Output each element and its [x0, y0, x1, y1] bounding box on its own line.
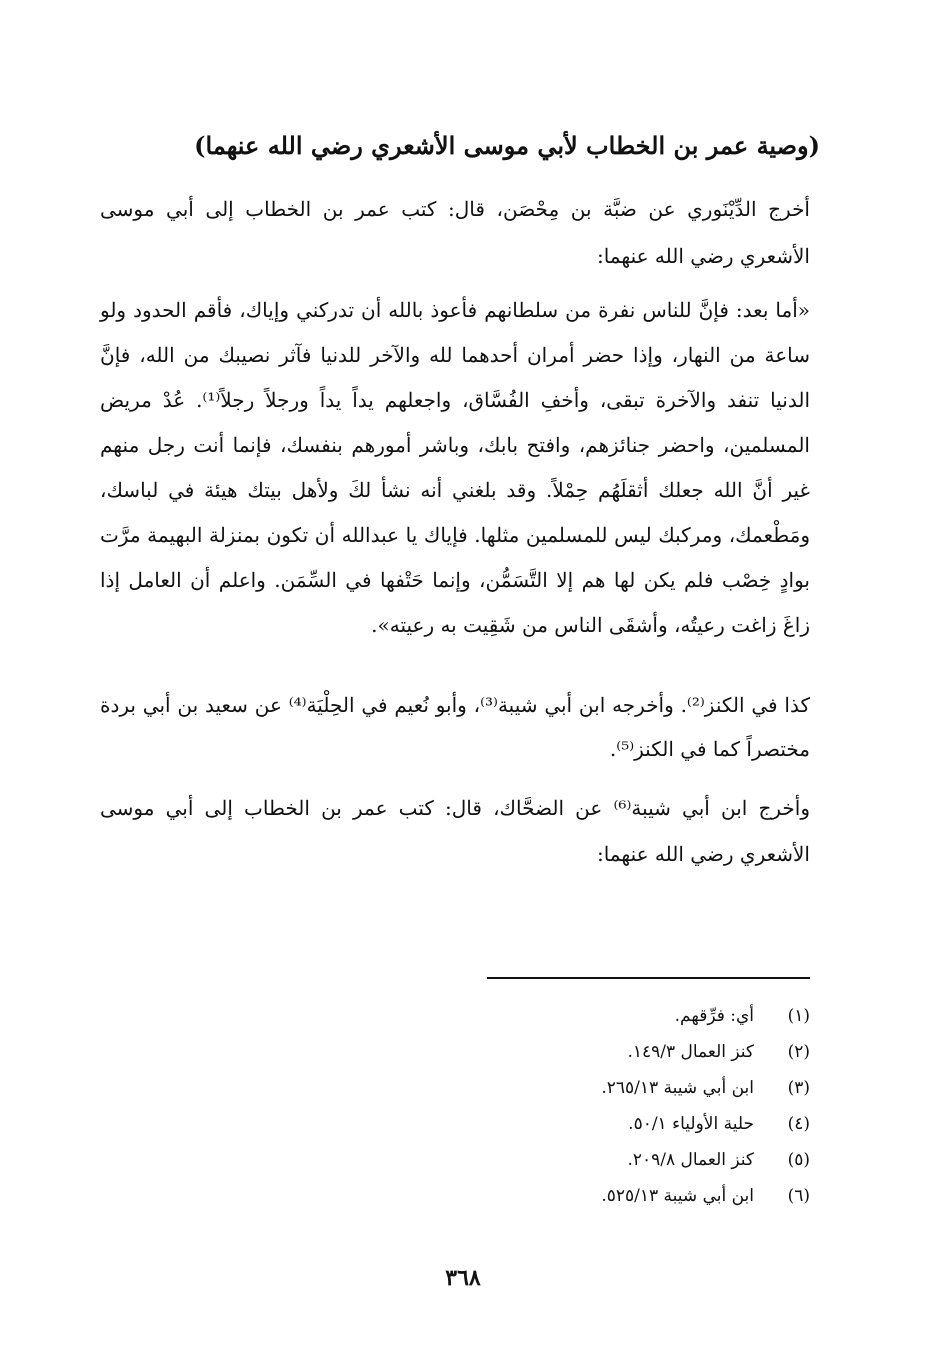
footnote-text: حلية الأولياء ٥٠/١.: [628, 1114, 754, 1134]
footnote-number: (٢): [787, 1042, 810, 1062]
footnote-divider: [487, 977, 810, 979]
footnote-item: [420, 1186, 810, 1222]
source-paragraph-1: كذا في الكنز⁽²⁾. وأخرجه ابن أبي شيبة⁽³⁾، وأبو نُعيم في الحِلْيَة⁽⁴⁾ عن سعيد بن أبي بردة مختصراً كما في الكنز⁽⁵⁾.: [100, 693, 810, 761]
footnote-item: [420, 1042, 810, 1078]
footnote-number: (٣): [787, 1078, 810, 1098]
letter-paragraph: «أما بعد: فإنَّ للناس نفرة من سلطانهم فأعوذ بالله أن تدركني وإياك، فأقم الحدود ولو ساعة من النهار، وإذا حضر أمران أحدهما لله والآخر للدنيا فآثر نصيبك من الله، فإنَّ الدنيا تنفد والآخرة تبقى، وأخفِ الفُسَّاق، واجعلهم يداً يداً ورجلاً رجلاً⁽¹⁾. عُدْ مريض المسلمين، واحضر جنائزهم، وافتح بابك، وباشر أمورهم بنفسك، فإنما أنت رجل منهم غير أنَّ الله جعلك أثقلَهُم حِمْلاً. وقد بلغني أنه نشأ لكَ ولأهل بيتك هيئة في لباسك، ومَطْعمك، ومركبك ليس للمسلمين مثلها. فإياك يا عبدالله أن تكون بمنزلة البهيمة مرَّت بوادٍ خِصْب فلم يكن لها هم إلا التَّسَمُّن، وإنما حَتْفها في السِّمَن. واعلم أن العامل إذا زاغَ زاغت رعيتُه، وأشقَى الناس من شَقِيت به رعيته».: [100, 298, 810, 637]
source-paragraph-2: وأخرج ابن أبي شيبة⁽⁶⁾ عن الضحَّاك، قال: كتب عمر بن الخطاب إلى أبي موسى الأشعري رضي الله عنهما:: [100, 796, 811, 866]
page-number: ٣٦٨: [445, 1265, 481, 1291]
footnote-text: ابن أبي شيبة ٥٢٥/١٣.: [601, 1186, 754, 1206]
footnotes-list: [420, 1006, 810, 1222]
footnote-item: [420, 1078, 810, 1114]
section-heading: (وصية عمر بن الخطاب لأبي موسى الأشعري رضي الله عنهما): [194, 131, 820, 160]
footnote-text: أي: فرِّقهم.: [674, 1006, 754, 1026]
footnote-text: ابن أبي شيبة ٢٦٥/١٣.: [601, 1078, 754, 1098]
footnote-item: [420, 1114, 810, 1150]
intro-paragraph: أخرج الدِّيْنَوري عن ضبَّة بن مِحْصَن، قال: كتب عمر بن الخطاب إلى أبي موسى الأشعري رضي الله عنهما:: [100, 197, 810, 268]
footnote-text: كنز العمال ١٤٩/٣.: [627, 1042, 754, 1062]
footnote-number: (٥): [787, 1150, 810, 1170]
footnote-item: [420, 1150, 810, 1186]
footnote-number: (١): [787, 1006, 810, 1026]
footnote-item: [420, 1006, 810, 1042]
footnote-text: كنز العمال ٢٠٩/٨.: [627, 1150, 754, 1170]
footnote-number: (٦): [787, 1186, 810, 1206]
footnote-number: (٤): [787, 1114, 810, 1134]
